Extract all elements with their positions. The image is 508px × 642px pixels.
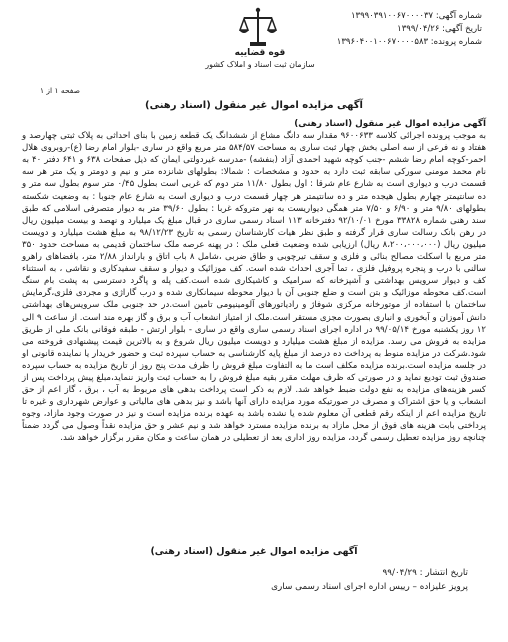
page-number: صفحه ۱ از ۱	[40, 86, 80, 95]
org-line-1: قوه قضاییه	[234, 48, 286, 58]
footer-title: آگهی مزایده اموال غیر منقول (اسناد رهنی)	[150, 546, 358, 557]
ad-number-row	[302, 10, 482, 23]
signature: پرویز علیزاده – رییس اداره اجرای اسناد رسمی ساری	[271, 582, 468, 592]
case-number-row	[302, 36, 482, 49]
ad-date-value: ۱۳۹۹/۰۴/۲۶	[397, 24, 440, 34]
case-number-label: شماره پرونده:	[430, 37, 482, 47]
ad-number-label: شماره آگهی:	[435, 11, 482, 21]
notice-subtitle: آگهی مزایده اموال غیر منقول (اسناد رهنی)	[294, 119, 486, 129]
judiciary-emblem-icon	[236, 6, 280, 50]
notice-body	[22, 118, 486, 445]
publish-date: تاریخ انتشار : ۹۹/۰۴/۲۹	[382, 568, 468, 578]
footer-block	[168, 566, 468, 594]
ad-date-label: تاریخ آگهی:	[442, 24, 482, 34]
ad-number-value: ۱۳۹۹۰۳۹۱۰۰۶۷۰۰۰۰۳۷	[350, 11, 434, 21]
org-line-2: سازمان ثبت اسناد و املاک کشور	[205, 60, 315, 69]
ad-metadata	[302, 10, 482, 49]
page-title: آگهی مزایده اموال غیر منقول (اسناد رهنی)	[145, 100, 363, 111]
case-number-value: ۱۳۹۶۰۴۰۰۱۰۰۶۷۰۰۰۰۵۸۳	[336, 37, 429, 47]
organization-name	[180, 48, 340, 70]
ad-date-row	[302, 23, 482, 36]
notice-paragraph: به موجب پرونده اجرائی کلاسه ۹۶۰۰۶۳۳ مقدار سه دانگ مشاع از ششدانگ یک قطعه زمین با بنای احداثی به پلاک ثبتی چهارصد و هفتاد و نه فرعی از سه اصلی بخش چهار ثبت ساری به مساحت ۵۸۴/۵۷ متر مربع واقع در ساری -بلوار امام رضا (ع)-روبروی هلال احمر-کوچه امام رضا ششم -جنب کوچه شهید احمدی آزاد (بنفشه) -مدرسه غیردولتی ایمان که ذیل صفحات ۶۳۸ و ۶۴۱ دفتر ۴۰ به نام محمد مومنی سورکی سابقه ثبت دارد به حدود و مشخصات : شمالا: بطولهای شانزده متر و نیم و دومتر و یک متر هر سه قسمت درب و دیواری است به شارع عام شرقا : اول بطول ۱۱/۸۰ متر دوم که غربی است بطول ۰/۴۵ متر سوم بطول سه متر و ده سانتیمتر چهارم بطول هیجده متر و ده سانتیمتر هر چهار قسمت درب و دیواری است به شارع عام جنوبا : به وضعیت شکسته بطولهای ۹/۸۰ متر و ۶/۹۰ و ۷/۵۰ متر همگی دیواریست به نهر متروکه غربا : بطول ۳۹/۶۰ متر به دیوار متصرفی اسلامی که طبق سند رهنی شماره ۳۳۸۲۸ مورخ ۹۲/۱۰/۰۱ دفترخانه ۱۱۳ اسناد رسمی ساری در قبال مبلغ یک میلیارد و نهصد و بیست میلیون ریال در رهن بانک رسالت ساری قرار گرفته و طبق نظر هیات کارشناسان رسمی به تاریخ ۹۸/۱۲/۲۳ به مبلغ هشت میلیارد و دویست میلیون ریال (۸،۲۰۰،۰۰۰،۰۰۰ ریال) ارزیابی شده وضعیت فعلی ملک : در پهنه عرصه ملک ساختمان قدیمی به مساحت حدود ۳۵۰ متر مربع با اسکلت مصالح بنائی و فلزی و سقف تیرچوبی و طاق ضربی ،شامل ۸ باب اتاق و بارانداز ۲/۸۸ متر، بافضاهای راهرو سالنی با درب و پنجره پروفیل فلزی ، تما آجری احداث شده است. کف موزائیک و دیوار و سقف سفیدکاری و نقاشی ، به استثناء کف و دیوار سرویس بهداشتی و آشپزخانه که سرامیک و کاشیکاری شده است.کف پله و پاگرد دسترسی به پشت بام سنگ است.کف محوطه موزائیک و بتن است و ضلع جنوبی آن با دیوار محوطه سیمانکاری شده و درب گاراژی و مجردی فلزی،گرمایش ساختمان با استفاده از موتورخانه مرکزی شوفاژ و رادیاتورهای آلومینیومی تامین است.در حد جنوبی ملک سرویس‌های بهداشتی دانش آموزان و آبخوری و انباری بصورت مجزی مستقر است.ملک از امتیاز انشعاب آب و برق و گاز بهره مند است. از ساعت ۹ الی ۱۲ روز یکشنبه مورخ ۹۹/۰۵/۱۴ در اداره اجرای اسناد رسمی ساری واقع در ساری - بلوار ارتش - طبقه فوقانی بانک ملی از طریق مزایده به فروش می رسد. مزایده از مبلغ هشت میلیارد و دویست میلیون ریال شروع و به بالاترین قیمت پیشنهادی فروخته می شود.شرکت در مزایده منوط به پرداخت ده درصد از مبلغ پایه کارشناسی به حساب سپرده ثبت و حضور خریدار یا نماینده قانونی او در جلسه مزایده است.برنده مزایده مکلف است ما به التفاوت مبلغ فروش را ظرف مدت پنج روز از تاریخ مزایده به حساب سپرده صندوق ثبت تودیع نماید و در صورتی که ظرف مهلت مقرر بقیه مبلغ فروش را به حساب ثبت واریز ننماید،مبلغ پیش پرداخت پس از کسر هزینه‌های مزایده به نفع دولت ضبط خواهد شد. لازم به ذکر است پرداخت بدهی های مربوط به آب ، برق ، گاز اعم از حق انشعاب و یا حق اشتراک و مصرف در صورتیکه مورد مزایده دارای آنها باشد و نیز بدهی های مالیاتی و عوارض شهرداری و غیره تا تاریخ مزایده اعم از اینکه رقم قطعی آن معلوم شده یا نشده باشد به عهده برنده مزایده است و نیز در صورت وجود مازاد، وجوه پرداختی بابت هزینه های فوق از محل مازاد به برنده مزایده مسترد خواهد شد و نیم عشر و حق مزایده نقداً وصول می گردد ضمناً چنانچه روز مزایده تعطیل رسمی گردد، مزایده روز اداری بعد از تعطیلی در همان ساعت و مکان مقرر برگزار خواهد شد.	[22, 131, 487, 444]
